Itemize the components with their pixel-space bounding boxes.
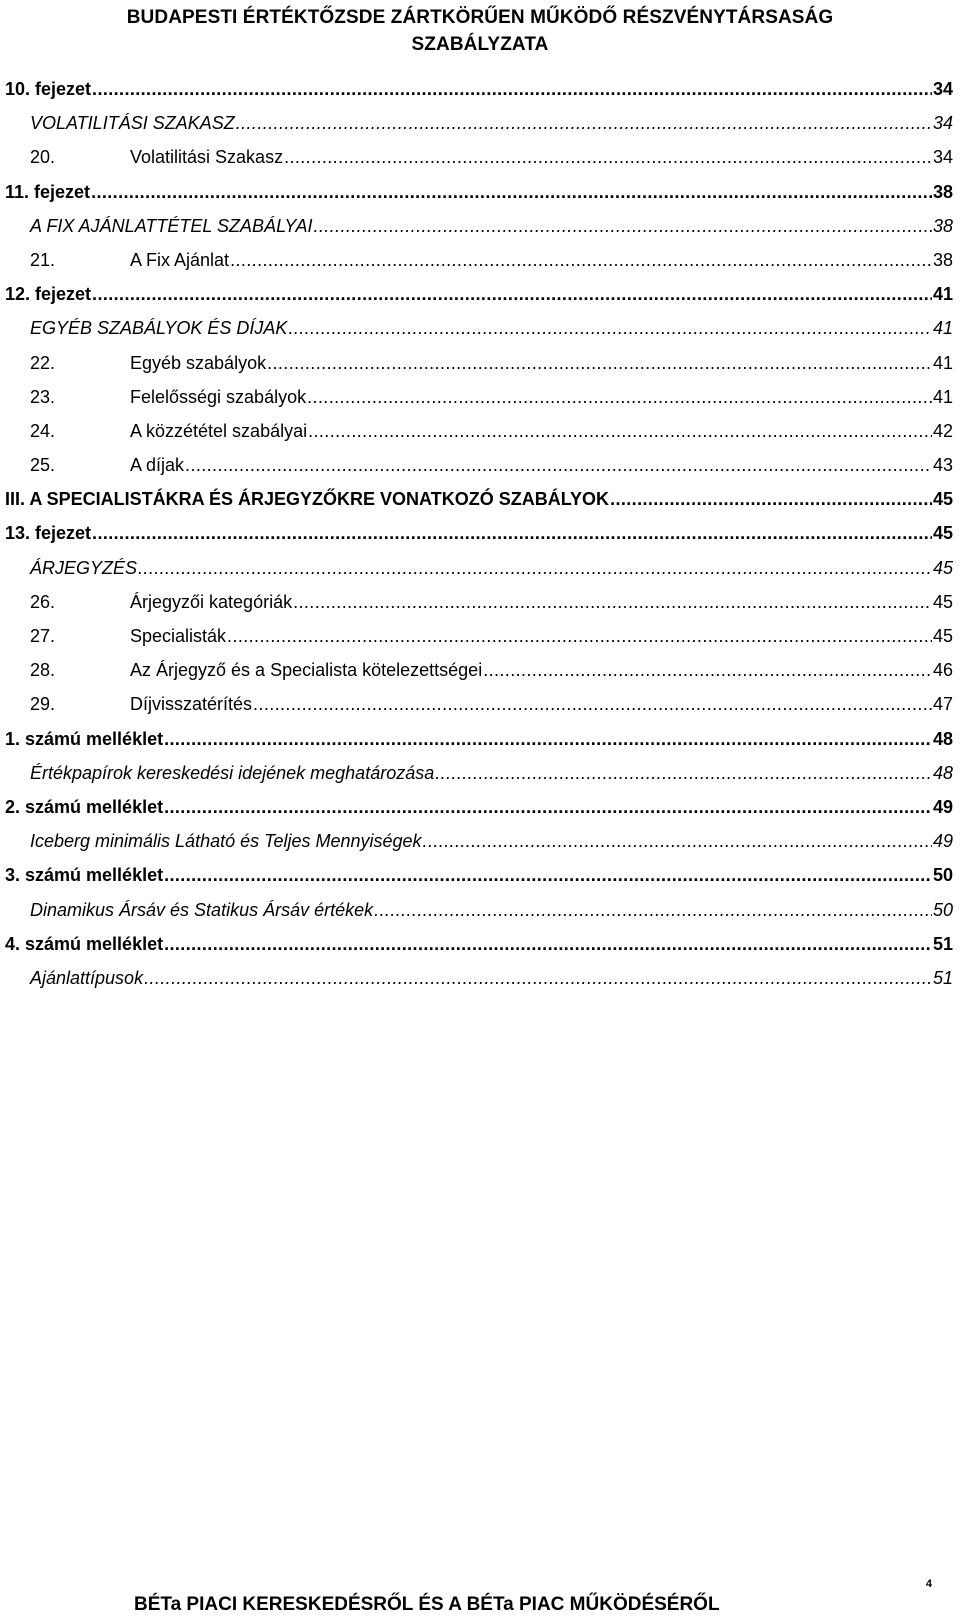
toc-page-number: 51 [932,933,953,954]
toc-page-number: 47 [932,694,953,715]
toc-leader-dots [267,346,932,380]
toc-entry-number: 23. [30,386,56,407]
toc-leader-dots [91,175,932,209]
toc-entry-title: 12. fejezet [5,284,92,305]
toc-entry[interactable] [5,448,953,482]
toc-entry-number: 27. [30,626,56,646]
toc-entry-number: 25. [30,455,56,476]
toc-entry-number: 26. [30,591,56,612]
toc-entry[interactable] [5,961,953,995]
toc-entry-title: A díjak [130,455,185,476]
toc-leader-dots [284,140,932,174]
toc-page-number: 48 [932,762,953,783]
toc-page-number: 42 [932,420,953,441]
toc-entry-title: Egyéb szabályok [130,352,267,373]
toc-entry[interactable] [5,346,953,380]
toc-entry-title: 4. számú melléklet [5,933,164,954]
toc-entry[interactable] [5,106,953,140]
toc-page-number: 50 [932,865,953,886]
page-number: 4 [925,1578,932,1590]
toc-entry-title: Specialisták [130,626,227,646]
toc-entry[interactable] [5,243,953,277]
toc-leader-dots [307,380,932,414]
toc-entry[interactable] [5,175,953,209]
toc-leader-dots [313,209,932,243]
toc-page-number: 45 [932,523,953,544]
toc-leader-dots [164,927,932,961]
toc-entry[interactable] [5,858,953,892]
toc-entry[interactable] [5,380,953,414]
footer-title: BÉTa PIACI KERESKEDÉSRŐL ÉS A BÉTa PIAC MŰKÖDÉSÉRŐL [134,1594,720,1615]
toc-page-number: 34 [932,79,953,99]
toc-leader-dots [483,653,932,687]
toc-entry[interactable] [5,414,953,448]
toc-entry[interactable] [5,722,953,756]
toc-entry-title: A közzététel szabályai [130,420,308,441]
toc-leader-dots [610,482,932,516]
toc-entry-title: EGYÉB SZABÁLYOK ÉS DÍJAK [30,318,288,339]
toc-leader-dots [293,585,932,619]
toc-entry-number: 28. [30,660,56,681]
toc-leader-dots [92,72,932,106]
toc-entry[interactable] [5,72,953,106]
toc-page-number: 50 [932,899,953,920]
toc-entry[interactable] [5,790,953,824]
toc-entry-number: 22. [30,352,56,373]
toc-page-number: 34 [932,113,953,134]
toc-entry[interactable] [5,311,953,345]
toc-entry-title: 11. fejezet [5,181,91,202]
toc-page-number: 41 [932,386,953,407]
header-title-line1: BUDAPESTI ÉRTÉKTŐZSDE ZÁRTKÖRŰEN MŰKÖDŐ RÉSZVÉNYTÁRSASÁG [126,7,834,28]
toc-leader-dots [138,551,932,585]
toc-entry[interactable] [5,585,953,619]
toc-page-number: 43 [932,455,953,476]
toc-entry[interactable] [5,516,953,550]
toc-leader-dots [253,687,932,721]
toc-leader-dots [92,277,932,311]
toc-page-number: 51 [932,967,953,988]
toc-page-number: 45 [932,626,953,646]
toc-entry-title: Felelősségi szabályok [130,386,307,407]
toc-entry-number: 24. [30,420,56,441]
toc-entry-number: 21. [30,249,56,270]
toc-entry-title: Árjegyzői kategóriák [130,591,293,612]
toc-leader-dots [423,824,932,858]
toc-leader-dots [374,893,932,927]
toc-entry[interactable] [5,687,953,721]
toc-page-number: 46 [932,660,953,681]
toc-leader-dots [236,106,932,140]
toc-entry-title: ÁRJEGYZÉS [30,557,138,578]
toc-entry[interactable] [5,893,953,927]
toc-entry[interactable] [5,482,953,516]
toc-entry[interactable] [5,140,953,174]
header-title-line2: SZABÁLYZATA [411,34,549,55]
toc-entry-title: Iceberg minimális Látható és Teljes Mennyiségek [30,831,422,852]
toc-leader-dots [144,961,932,995]
toc-entry-title: Ajánlattípusok [30,967,144,988]
toc-entry[interactable] [5,619,953,653]
toc-page-number: 48 [932,728,953,749]
toc-page-number: 41 [932,352,953,373]
toc-page-number: 45 [932,591,953,612]
toc-entry-title: 1. számú melléklet [5,728,164,749]
toc-entry-title: 13. fejezet [5,523,92,544]
toc-entry-title: Díjvisszatérítés [130,694,253,715]
toc-entry[interactable] [5,756,953,790]
toc-page-number: 38 [932,249,953,270]
toc-entry-title: Értékpapírok kereskedési idejének meghatározása [30,762,435,783]
toc-entry-title: VOLATILITÁSI SZAKASZ [30,113,235,134]
toc-entry-title: 10. fejezet [5,79,92,99]
toc-page-number: 49 [932,796,953,817]
toc-entry-title: 2. számú melléklet [5,796,164,817]
toc-entry-title: III. A SPECIALISTÁKRA ÉS ÁRJEGYZŐKRE VONATKOZÓ SZABÁLYOK [5,489,610,510]
toc-entry-number: 29. [30,694,56,715]
toc-leader-dots [435,756,932,790]
toc-leader-dots [230,243,932,277]
toc-entry-title: A Fix Ajánlat [130,249,230,270]
toc-page-number: 34 [932,147,953,168]
document-header [0,4,960,58]
toc-page-number: 38 [932,215,953,236]
toc-entry-title: Dinamikus Ársáv és Statikus Ársáv értékek [30,899,374,920]
toc-leader-dots [288,311,932,345]
toc-page-number: 41 [932,284,953,305]
toc-entry-title: Volatilitási Szakasz [130,147,284,168]
toc-entry[interactable] [5,653,953,687]
toc-leader-dots [164,858,932,892]
toc-page-number: 41 [932,318,953,339]
toc-entry[interactable] [5,824,953,858]
toc-entry[interactable] [5,927,953,961]
toc-leader-dots [185,448,932,482]
toc-leader-dots [92,516,932,550]
toc-page-number: 49 [932,831,953,852]
table-of-contents [5,72,953,995]
toc-page-number: 45 [932,557,953,578]
toc-entry-number: 20. [30,147,56,168]
toc-page-number: 45 [932,489,953,510]
toc-leader-dots [308,414,932,448]
toc-entry[interactable] [5,209,953,243]
toc-leader-dots [164,722,932,756]
toc-entry[interactable] [5,551,953,585]
toc-entry-title: 3. számú melléklet [5,865,164,886]
toc-entry[interactable] [5,277,953,311]
toc-entry-title: Az Árjegyző és a Specialista kötelezettségei [130,660,483,681]
document-footer [0,1578,960,1617]
toc-page-number: 38 [932,181,953,202]
toc-leader-dots [164,790,932,824]
toc-entry-title: A FIX AJÁNLATTÉTEL SZABÁLYAI [30,215,313,236]
toc-leader-dots [227,619,932,653]
